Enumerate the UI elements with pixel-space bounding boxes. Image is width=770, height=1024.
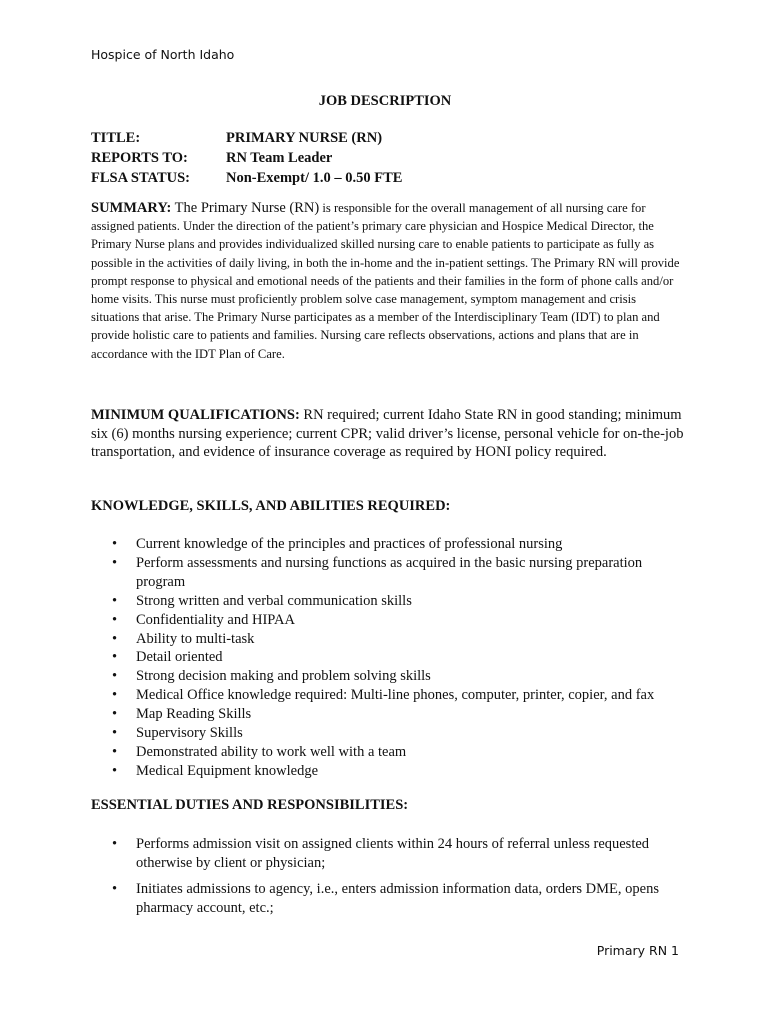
list-item: • Ability to multi-task (112, 630, 255, 647)
bullet-icon: • (112, 743, 118, 760)
meta-value: Non-Exempt/ 1.0 – 0.50 FTE (226, 170, 403, 186)
document-heading: JOB DESCRIPTION (318, 93, 452, 109)
ksa-list (112, 535, 687, 781)
duties-list (112, 835, 687, 925)
bullet-icon: • (112, 554, 118, 571)
bullet-icon: • (112, 630, 118, 647)
summary-label: SUMMARY: (91, 200, 172, 216)
list-item: • Medical Equipment knowledge (112, 762, 319, 779)
duties-heading: ESSENTIAL DUTIES AND RESPONSIBILITIES: (91, 797, 409, 813)
meta-row-reports-to (91, 148, 402, 168)
summary-lead-text: The Primary Nurse (RN) (171, 200, 320, 216)
list-item: • Confidentiality and HIPAA (112, 611, 295, 628)
list-item: • Supervisory Skills (112, 725, 243, 742)
bullet-icon: • (112, 725, 118, 742)
meta-label: FLSA STATUS: (91, 170, 190, 186)
list-item: • Map Reading Skills (112, 706, 252, 723)
bullet-icon: • (112, 649, 118, 666)
list-item: • Strong written and verbal communication skills (112, 592, 412, 609)
meta-label: REPORTS TO: (91, 150, 188, 166)
list-item: • Initiates admissions to agency, i.e., enters admission information data, orders DME, opens pharmacy account, etc.; (112, 881, 659, 916)
bullet-icon: • (112, 762, 118, 779)
bullet-icon: • (112, 592, 118, 609)
list-item: • Current knowledge of the principles and practices of professional nursing (112, 536, 563, 552)
summary-body: is responsible for the overall management of all nursing care for assigned patients. Under the direction of the patient’s primary care physician and Hospice Medical Director, the Primary Nurse plans and provides individualized skilled nursing care to enable patients to participate as fully as possible in the activities of daily living, in both the in-home and the in-patient settings. The Primary RN will provide prompt response to physical and emotional needs of the patients and their families in the form of phone calls and/or home visits. This nurse must proficiently problem solve case management, symptom management and crisis situations that arise. The Primary Nurse participates as a member of the Interdisciplinary Team (IDT) to plan and provide holistic care to patients and families. Nursing care reflects observations, actions and plans that are in accordance with the IDT Plan of Care. (91, 201, 680, 361)
meta-value: RN Team Leader (226, 150, 333, 166)
list-item: • Medical Office knowledge required: Multi-line phones, computer, printer, copier, and fax (112, 687, 655, 704)
bullet-icon: • (112, 881, 118, 897)
list-item: • Detail oriented (112, 649, 223, 666)
job-meta-table (91, 128, 402, 188)
meta-row-flsa-status (91, 168, 402, 188)
organization-header: Hospice of North Idaho (91, 47, 235, 62)
meta-label: TITLE: (91, 130, 141, 146)
meta-row-title (91, 128, 402, 148)
bullet-icon: • (112, 706, 118, 723)
minimum-qualifications-label: MINIMUM QUALIFICATIONS: (91, 407, 300, 423)
list-item: • Performs admission visit on assigned clients within 24 hours of referral unless requested otherwise by client or physician; (112, 836, 650, 871)
list-item: • Strong decision making and problem solving skills (112, 668, 431, 685)
minimum-qualifications-body: RN required; current Idaho State RN in good standing; minimum six (6) months nursing experience; current CPR; valid driver’s license, personal vehicle for on-the-job transportation, and evidence of insurance coverage as required by HONI policy required. (91, 407, 684, 460)
bullet-icon: • (112, 687, 118, 704)
meta-value: PRIMARY NURSE (RN) (226, 130, 383, 146)
minimum-qualifications-paragraph (91, 406, 691, 462)
bullet-icon: • (112, 668, 118, 685)
list-item: • Demonstrated ability to work well with a team (112, 743, 407, 760)
bullet-icon: • (112, 836, 118, 852)
page-footer: Primary RN 1 (596, 943, 679, 958)
summary-paragraph (91, 199, 681, 363)
bullet-icon: • (112, 536, 118, 552)
ksa-heading: KNOWLEDGE, SKILLS, AND ABILITIES REQUIRED: (91, 498, 451, 514)
list-item: • Perform assessments and nursing functions as acquired in the basic nursing preparation program (112, 554, 643, 590)
bullet-icon: • (112, 611, 118, 628)
